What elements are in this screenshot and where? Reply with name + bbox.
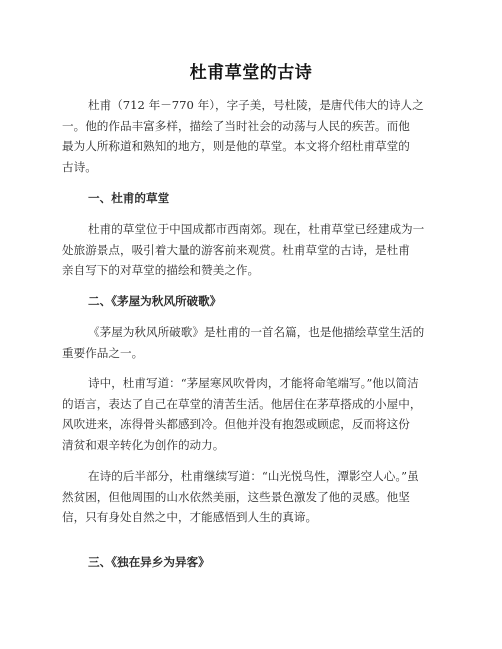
- poem-analysis-paragraph: [62, 373, 442, 455]
- text-line: 的语言，表达了自己在草堂的清苦生活。他居住在茅草搭成的小屋中，: [62, 396, 422, 411]
- text-line: 风吹进来，冻得骨头都感到冷。但他并没有抱怨或顾虑，反而将这份: [62, 417, 410, 431]
- document-title: 杜甫草堂的古诗: [189, 63, 313, 83]
- section-heading-2: 二、《茅屋为秋风所破歌》: [88, 294, 222, 308]
- text-line: 重要作品之一。: [62, 345, 144, 360]
- text-line: 《茅屋为秋风所破歌》是杜甫的一首名篇，也是他描绘草堂生活的: [88, 325, 425, 339]
- text-line: 最为人所称道和熟知的地方，则是他的草堂。本文将介绍杜甫草堂的: [62, 139, 410, 153]
- text-line: 古诗。: [62, 159, 97, 174]
- text-line: 杜甫的草堂位于中国成都市西南郊。现在，杜甫草堂已经建成为一: [88, 222, 425, 236]
- poem-second-half-paragraph: [62, 466, 442, 528]
- text-line: 亲自写下的对草堂的描绘和赞美之作。: [62, 263, 260, 277]
- text-line: 诗中，杜甫写道：“茅屋寒风吹骨肉，才能将命笔端写。”他以简洁: [88, 376, 419, 390]
- intro-paragraph: [62, 95, 442, 177]
- text-line: 在诗的后半部分，杜甫继续写道：“山光悦鸟性，潭影空人心。”虽: [88, 469, 419, 483]
- text-line: 杜甫（712 年－770 年），字子美，号杜陵，是唐代伟大的诗人之: [88, 98, 424, 112]
- section-heading-1: 一、杜甫的草堂: [88, 191, 170, 205]
- text-line: 一。他的作品丰富多样，描绘了当时社会的动荡与人民的疾苦。而他: [62, 118, 410, 133]
- caotang-paragraph: [62, 219, 442, 281]
- text-line: 清贫和艰辛转化为创作的动力。: [62, 437, 225, 452]
- text-line: 信，只有身处自然之中，才能感悟到人生的真谛。: [62, 510, 318, 524]
- text-line: 处旅游景点，吸引着大量的游客前来观赏。杜甫草堂的古诗，是杜甫: [62, 242, 410, 257]
- text-line: 然贫困，但他周围的山水依然美丽，这些景色激发了他的灵感。他坚: [62, 489, 410, 504]
- section-heading-3: 三、《独在异乡为异客》: [88, 555, 210, 569]
- poem-intro-paragraph: [62, 322, 442, 363]
